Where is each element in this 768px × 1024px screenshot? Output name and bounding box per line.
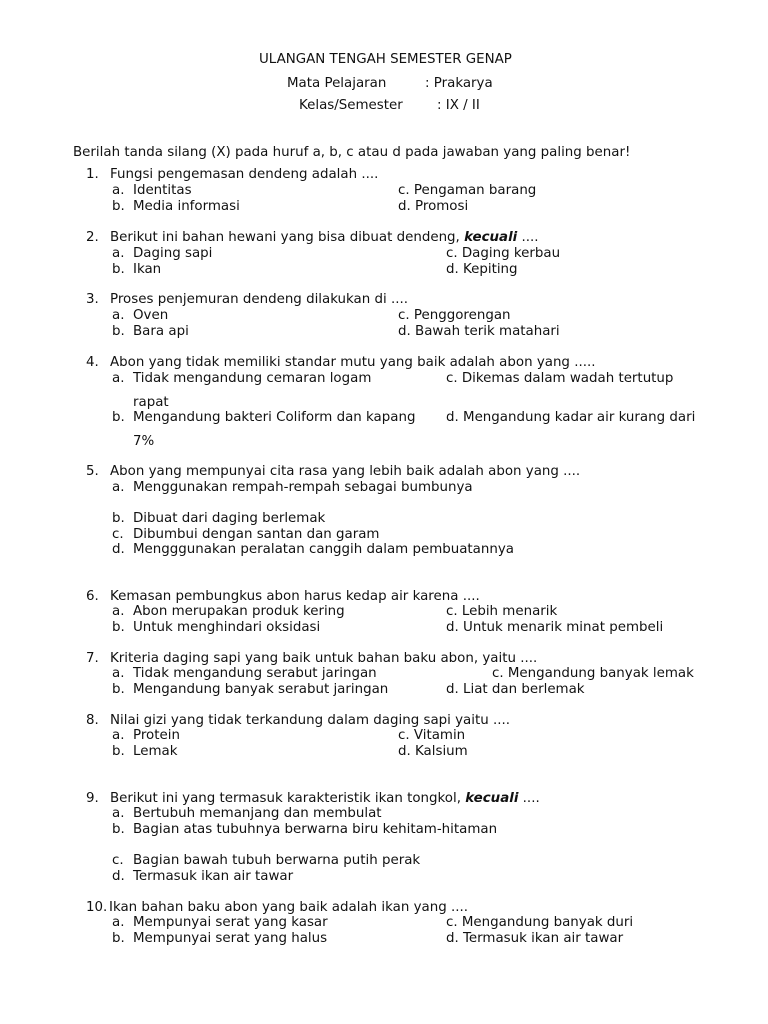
option-c: c. Pengaman barang <box>398 183 537 198</box>
option-letter: a. <box>112 183 125 198</box>
option-c-continued: rapat <box>133 395 169 410</box>
option-b: Mengandung banyak serabut jaringan <box>133 682 389 697</box>
question-text: Abon yang mempunyai cita rasa yang lebih baik adalah abon yang .... <box>110 464 581 479</box>
option-letter: a. <box>112 480 125 495</box>
question-number: 7. <box>86 651 99 666</box>
question-number: 9. <box>86 791 99 806</box>
emphasis-kecuali: kecuali <box>465 791 519 806</box>
question-text-pre: Berikut ini yang termasuk karakteristik ikan tongkol, <box>110 791 466 806</box>
question-text-post: .... <box>518 791 540 806</box>
option-d: d. Mengandung kadar air kurang dari <box>446 410 696 425</box>
option-letter: b. <box>112 931 125 946</box>
option-d: Termasuk ikan air tawar <box>133 869 294 884</box>
option-c: c. Penggorengan <box>398 308 511 323</box>
question-text: Kriteria daging sapi yang baik untuk bahan baku abon, yaitu .... <box>110 651 538 666</box>
option-a: Mempunyai serat yang kasar <box>133 915 328 930</box>
option-c: c. Mengandung banyak duri <box>446 915 634 930</box>
option-a: Tidak mengandung cemaran logam <box>133 371 372 386</box>
subject-value: : Prakarya <box>425 76 493 91</box>
option-letter: b. <box>112 199 125 214</box>
option-a: Menggunakan rempah-rempah sebagai bumbunya <box>133 480 473 495</box>
option-letter: a. <box>112 915 125 930</box>
option-c: c. Daging kerbau <box>446 246 561 261</box>
option-letter: a. <box>112 604 125 619</box>
option-letter: b. <box>112 822 125 837</box>
option-c: c. Dikemas dalam wadah tertutup <box>446 371 674 386</box>
option-d: d. Termasuk ikan air tawar <box>446 931 624 946</box>
option-c: c. Lebih menarik <box>446 604 558 619</box>
question-text <box>110 230 539 246</box>
option-letter: b. <box>112 620 125 635</box>
option-b: Mempunyai serat yang halus <box>133 931 328 946</box>
option-d: d. Untuk menarik minat pembeli <box>446 620 664 635</box>
question-text-pre: Berikut ini bahan hewani yang bisa dibuat dendeng, <box>110 230 465 245</box>
option-letter: a. <box>112 308 125 323</box>
option-b: Dibuat dari daging berlemak <box>133 511 326 526</box>
class-value: : IX / II <box>437 98 480 113</box>
question-number: 4. <box>86 355 99 370</box>
option-b: Media informasi <box>133 199 240 214</box>
option-b: Lemak <box>133 744 178 759</box>
option-letter: b. <box>112 744 125 759</box>
option-a: Tidak mengandung serabut jaringan <box>133 666 377 681</box>
option-b: Bagian atas tubuhnya berwarna biru kehitam-hitaman <box>133 822 498 837</box>
option-letter: a. <box>112 728 125 743</box>
question-number: 2. <box>86 230 99 245</box>
question-text-post: .... <box>517 230 539 245</box>
option-letter: b. <box>112 324 125 339</box>
option-b: Ikan <box>133 262 162 277</box>
option-letter: d. <box>112 869 125 884</box>
option-c: c. Mengandung banyak lemak <box>492 666 694 681</box>
option-letter: b. <box>112 511 125 526</box>
question-number: 1. <box>86 167 99 182</box>
question-text: Ikan bahan baku abon yang baik adalah ikan yang .... <box>109 900 468 915</box>
option-letter: b. <box>112 682 125 697</box>
option-d: d. Liat dan berlemak <box>446 682 585 697</box>
option-d: d. Kepiting <box>446 262 518 277</box>
option-letter: a. <box>112 806 125 821</box>
instructions: Berilah tanda silang (X) pada huruf a, b, c atau d pada jawaban yang paling benar! <box>73 145 631 160</box>
question-text: Proses penjemuran dendeng dilakukan di .... <box>110 292 409 307</box>
option-d: d. Kalsium <box>398 744 468 759</box>
option-d: d. Bawah terik matahari <box>398 324 560 339</box>
option-c: Bagian bawah tubuh berwarna putih perak <box>133 853 421 868</box>
option-d-continued: 7% <box>133 434 155 449</box>
emphasis-kecuali: kecuali <box>464 230 518 245</box>
question-number: 6. <box>86 589 99 604</box>
option-b: Untuk menghindari oksidasi <box>133 620 321 635</box>
option-b: Mengandung bakteri Coliform dan kapang <box>133 410 416 425</box>
option-letter: c. <box>112 853 124 868</box>
option-a: Abon merupakan produk kering <box>133 604 345 619</box>
question-text: Fungsi pengemasan dendeng adalah .... <box>110 167 379 182</box>
option-letter: d. <box>112 542 125 557</box>
question-number: 3. <box>86 292 99 307</box>
option-letter: a. <box>112 371 125 386</box>
option-a: Identitas <box>133 183 192 198</box>
option-a: Bertubuh memanjang dan membulat <box>133 806 382 821</box>
option-letter: a. <box>112 666 125 681</box>
option-b: Bara api <box>133 324 189 339</box>
exam-title: ULANGAN TENGAH SEMESTER GENAP <box>259 52 512 67</box>
class-label: Kelas/Semester <box>299 98 403 113</box>
option-letter: c. <box>112 527 124 542</box>
subject-label: Mata Pelajaran <box>287 76 387 91</box>
option-letter: b. <box>112 262 125 277</box>
option-letter: b. <box>112 410 125 425</box>
question-text: Nilai gizi yang tidak terkandung dalam daging sapi yaitu .... <box>110 713 510 728</box>
option-a: Protein <box>133 728 180 743</box>
option-d: Mengggunakan peralatan canggih dalam pembuatannya <box>133 542 514 557</box>
question-text: Kemasan pembungkus abon harus kedap air karena .... <box>110 589 480 604</box>
question-number: 8. <box>86 713 99 728</box>
option-letter: a. <box>112 246 125 261</box>
option-c: c. Vitamin <box>398 728 466 743</box>
question-text: Abon yang tidak memiliki standar mutu yang baik adalah abon yang ..... <box>110 355 596 370</box>
option-d: d. Promosi <box>398 199 469 214</box>
option-c: Dibumbui dengan santan dan garam <box>133 527 380 542</box>
option-a: Oven <box>133 308 169 323</box>
question-number: 5. <box>86 464 99 479</box>
option-a: Daging sapi <box>133 246 213 261</box>
question-text <box>110 791 540 807</box>
question-number: 10. <box>86 900 108 915</box>
